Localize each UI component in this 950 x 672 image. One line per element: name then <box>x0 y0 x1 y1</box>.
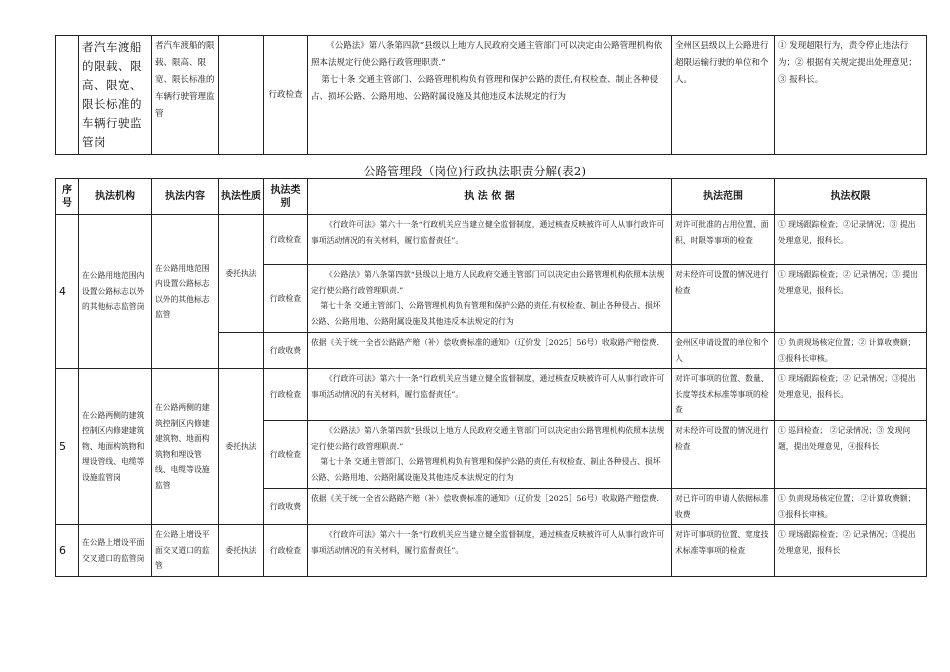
nature-cell: 委托执法 <box>219 215 264 333</box>
type-cell: 行政检查 <box>264 265 308 333</box>
powers-cell: ① 巡回检查； ②记录情况；③ 发现问题，提出处理意见，④报科长 <box>775 421 927 489</box>
duty-table <box>55 178 927 577</box>
scope-cell: 对已许可的申请人依据标准收费 <box>672 489 775 525</box>
agency-cell: 在公路上增设平面交叉道口的监管岗 <box>79 525 152 577</box>
table-row <box>56 36 927 155</box>
basis-paragraph: 《行政许可法》第六十一条“行政机关应当建立健全监督制度，通过核查反映被许可人从事行政许可事项活动情况的有关材料，履行监督责任”。 <box>311 220 665 245</box>
basis-paragraph: 《行政许可法》第六十一条“行政机关应当建立健全监督制度，通过核查反映被许可人从事行政许可事项活动情况的有关材料，履行监督责任”。 <box>311 374 665 399</box>
basis-paragraph: 《公路法》第八条第四款“县级以上地方人民政府交通主管部门可以决定由公路管理机构依照本法规定行使公路行政管理职责.” <box>311 41 663 68</box>
header-nature: 执法性质 <box>219 179 264 215</box>
type-cell: 行政检查 <box>264 36 308 155</box>
scope-cell: 对许可事项的位置、数量、长度等技术标准等事项的检查 <box>672 369 775 421</box>
basis-cell <box>308 525 672 577</box>
header-type: 执法类别 <box>264 179 308 215</box>
basis-paragraph: 《行政许可法》第六十一条“行政机关应当建立健全监督制度，通过核查反映被许可人从事行政许可事项活动情况的有关材料，履行监督责任”。 <box>311 530 665 555</box>
basis-paragraph: 依据《关于统一全省公路路产赔（补）偿收费标准的通知》（辽价发［2025］56号）收取路产赔偿费. <box>311 338 660 347</box>
powers-cell: ① 负责现场核定位置；② 计算收费额；③报科长审核。 <box>775 333 927 369</box>
content-cell: 者汽车渡船的限载、限高、限宽、限长标准的车辆行驶管理监管 <box>152 36 219 155</box>
powers-cell: ① 发现超限行为，责令停止违法行为；② 根据有关规定提出处理意见；③ 报科长。 <box>775 36 927 155</box>
continued-table <box>55 35 927 155</box>
nature-cell: 委托执法 <box>219 369 264 525</box>
seq-cell: 6 <box>56 525 79 577</box>
seq-cell: 4 <box>56 215 79 369</box>
content-cell: 在公路两侧的建筑控制区内修建建筑物、地面构筑物和埋设管线、电缆等设施监管 <box>152 369 219 525</box>
powers-cell: ① 现场跟踪检查；② 记录情况；③提出处理意见，报科长 <box>775 525 927 577</box>
seq-cell <box>56 36 79 155</box>
type-cell: 行政收费 <box>264 333 308 369</box>
header-scope: 执法范围 <box>672 179 775 215</box>
scope-cell: 对未经许可设置的情况进行检查 <box>672 421 775 489</box>
content-cell: 在公路用地范围内设置公路标志以外的其他标志监管 <box>152 215 219 369</box>
table-row <box>56 215 927 265</box>
nature-cell <box>219 36 264 155</box>
agency-cell: 者汽车渡船的限载、限高、限宽、限长标准的车辆行驶监管岗 <box>79 36 152 155</box>
basis-cell <box>308 265 672 333</box>
agency-cell: 在公路两侧的建筑控制区内修建建筑物、地面构筑物和埋设管线、电缆等设施监管岗 <box>79 369 152 525</box>
basis-paragraph: 《公路法》第八条第四款“县级以上地方人民政府交通主管部门可以决定由公路管理机构依照本法规定行使公路行政管理职责.” <box>311 270 665 295</box>
nature-cell <box>219 333 264 369</box>
scope-cell: 对未经许可设置的情况进行检查 <box>672 265 775 333</box>
basis-paragraph: 第七十条 交通主管部门、公路管理机构负有管理和保护公路的责任,有权检查、制止各种侵占、损坏公路、公路用地、公路附属设施及其他违反本法规定的行为 <box>311 301 661 326</box>
basis-cell <box>308 421 672 489</box>
table-caption: 公路管理段（岗位)行政执法职责分解(表2) <box>363 164 587 178</box>
scope-cell: 全州区县级以上公路进行超限运输行驶的单位和个人。 <box>672 36 775 155</box>
type-cell: 行政检查 <box>264 421 308 489</box>
basis-cell <box>308 215 672 265</box>
basis-cell <box>308 333 672 369</box>
header-powers: 执法权限 <box>775 179 927 215</box>
type-cell: 行政收费 <box>264 489 308 525</box>
header-seq: 序号 <box>56 179 79 215</box>
basis-paragraph: 《公路法》第八条第四款“县级以上地方人民政府交通主管部门可以决定由公路管理机构依照本法规定行使公路行政管理职责.” <box>311 426 665 451</box>
basis-cell <box>308 489 672 525</box>
powers-cell: ① 现场跟踪检查；②记录情况；③ 提出处理意见，报科长。 <box>775 215 927 265</box>
type-cell: 行政检查 <box>264 525 308 577</box>
basis-paragraph: 第七十条 交通主管部门、公路管理机构负有管理和保护公路的责任,有权检查、制止各种侵占、损坏公路、公路用地、公路附属设施及其他违反本法规定的行为 <box>311 75 659 102</box>
basis-paragraph: 依据《关于统一全省公路路产赔（补）偿收费标准的通知》（辽价发［2025］56号）收取路产赔偿费. <box>311 494 660 503</box>
scope-cell: 金州区申请设置的单位和个人 <box>672 333 775 369</box>
table-row <box>56 525 927 577</box>
agency-cell: 在公路用地范围内设置公路标志以外的其他标志监管岗 <box>79 215 152 369</box>
nature-cell: 委托执法 <box>219 525 264 577</box>
header-basis: 执 法 依 据 <box>308 179 672 215</box>
type-cell: 行政检查 <box>264 369 308 421</box>
seq-cell: 5 <box>56 369 79 525</box>
type-cell: 行政检查 <box>264 215 308 265</box>
powers-cell: ① 现场跟踪检查；② 记录情况；③ 提出处理意见，报科长。 <box>775 265 927 333</box>
table-row <box>56 369 927 421</box>
powers-cell: ① 负责现场核定位置； ②计算收费额； ③报科长审核。 <box>775 489 927 525</box>
powers-cell: ① 现场跟踪检查；② 记录情况；③提出处理意见，报科长。 <box>775 369 927 421</box>
scope-cell: 对许可事项的位置、宽度技术标准等事项的检查 <box>672 525 775 577</box>
scope-cell: 对许可批准的占用位置、面积、时限等事项的检查 <box>672 215 775 265</box>
header-content: 执法内容 <box>152 179 219 215</box>
header-agency: 执法机构 <box>79 179 152 215</box>
content-cell: 在公路上增设平面交叉道口的监管 <box>152 525 219 577</box>
header-row <box>56 179 927 215</box>
basis-cell <box>308 369 672 421</box>
basis-paragraph: 第七十条 交通主管部门、公路管理机构负有管理和保护公路的责任,有权检查、制止各种侵占、损坏公路、公路用地、公路附属设施及其他违反本法规定的行为 <box>311 457 661 482</box>
basis-cell <box>308 36 672 155</box>
